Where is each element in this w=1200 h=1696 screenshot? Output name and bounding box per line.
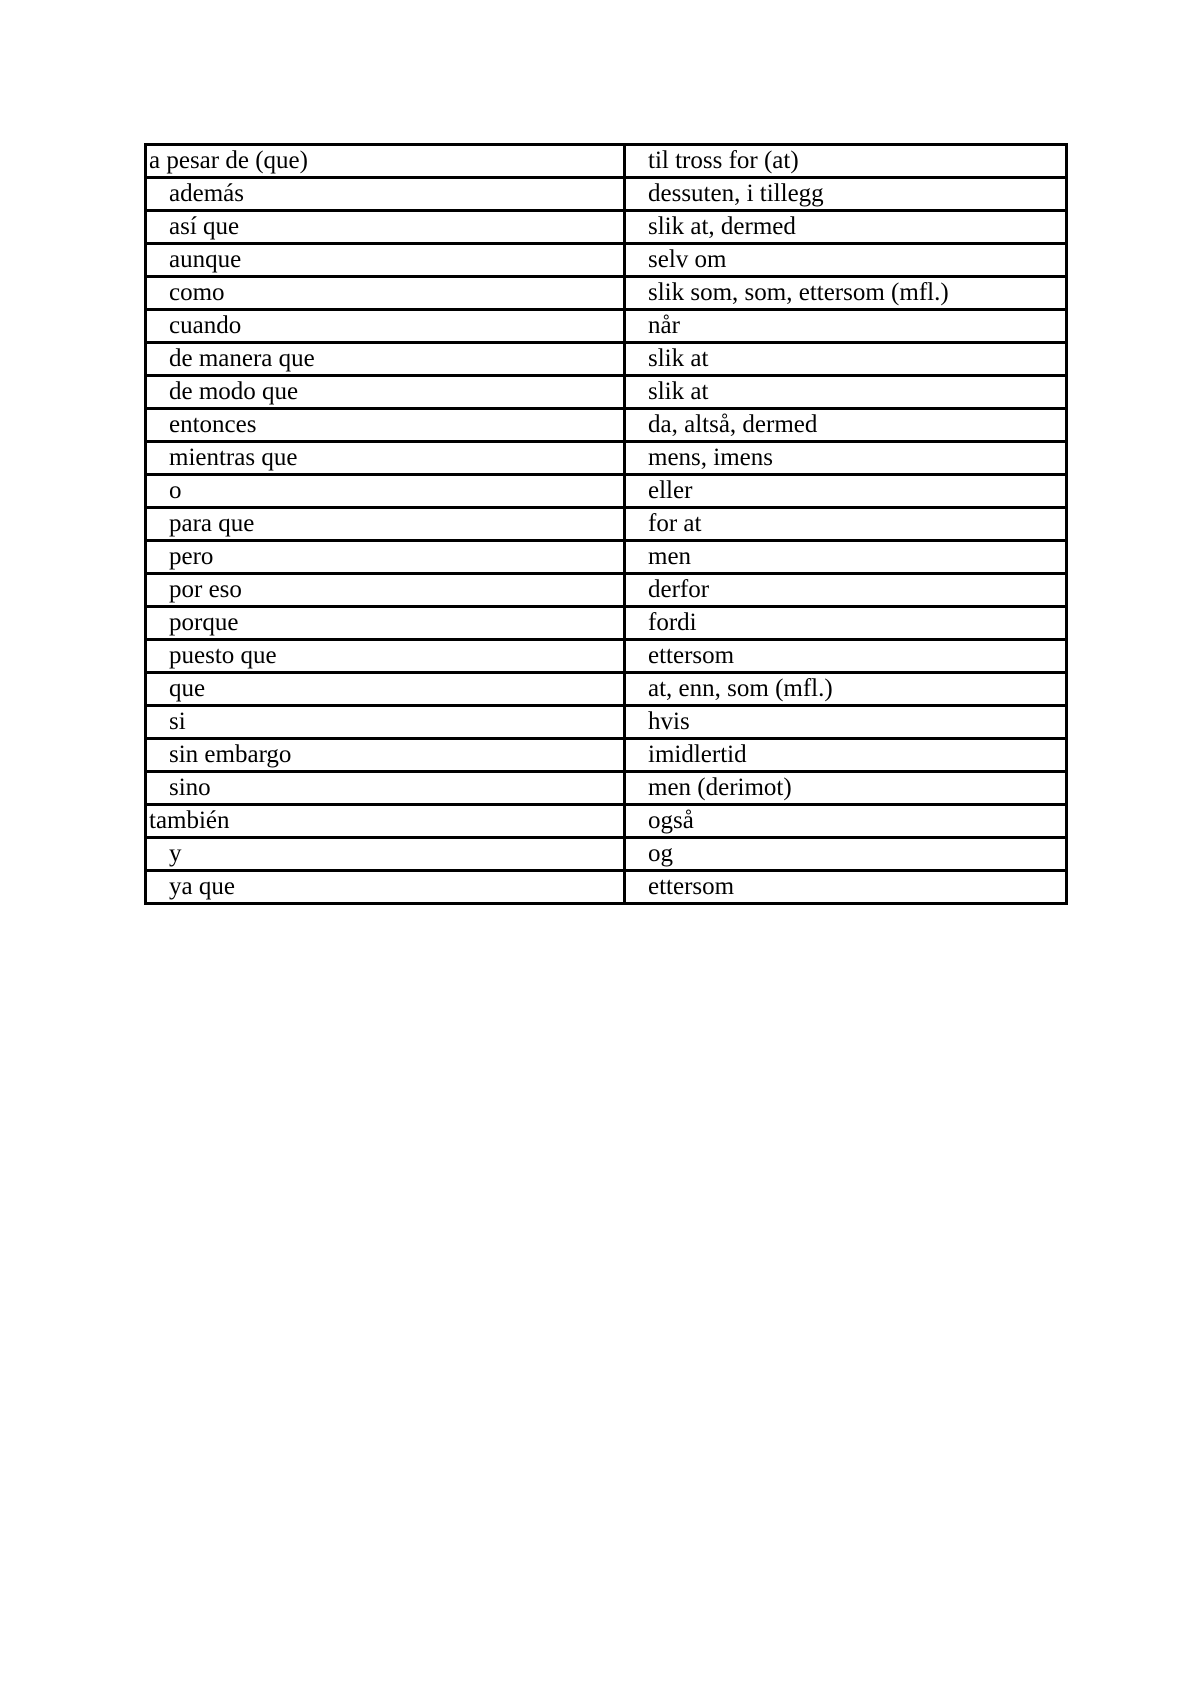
- table-row: [146, 541, 1067, 574]
- spanish-term: pero: [146, 541, 625, 574]
- spanish-term: a pesar de (que): [146, 145, 625, 178]
- table-row: [146, 607, 1067, 640]
- table-row: [146, 376, 1067, 409]
- spanish-term: sino: [146, 772, 625, 805]
- spanish-term: también: [146, 805, 625, 838]
- norwegian-translation: ettersom: [625, 871, 1067, 904]
- spanish-term: de modo que: [146, 376, 625, 409]
- norwegian-translation: dessuten, i tillegg: [625, 178, 1067, 211]
- table-row: [146, 442, 1067, 475]
- table-row: [146, 838, 1067, 871]
- norwegian-translation: men (derimot): [625, 772, 1067, 805]
- norwegian-translation: at, enn, som (mfl.): [625, 673, 1067, 706]
- spanish-term: entonces: [146, 409, 625, 442]
- norwegian-translation: for at: [625, 508, 1067, 541]
- spanish-term: y: [146, 838, 625, 871]
- norwegian-translation: slik at: [625, 343, 1067, 376]
- spanish-term: para que: [146, 508, 625, 541]
- table-row: [146, 244, 1067, 277]
- spanish-term: de manera que: [146, 343, 625, 376]
- norwegian-translation: men: [625, 541, 1067, 574]
- norwegian-translation: også: [625, 805, 1067, 838]
- spanish-term: puesto que: [146, 640, 625, 673]
- spanish-term: si: [146, 706, 625, 739]
- norwegian-translation: derfor: [625, 574, 1067, 607]
- table-row: [146, 640, 1067, 673]
- norwegian-translation: når: [625, 310, 1067, 343]
- table-row: [146, 310, 1067, 343]
- spanish-term: ya que: [146, 871, 625, 904]
- norwegian-translation: fordi: [625, 607, 1067, 640]
- table-row: [146, 706, 1067, 739]
- table-row: [146, 277, 1067, 310]
- spanish-term: aunque: [146, 244, 625, 277]
- table-row: [146, 772, 1067, 805]
- spanish-term: o: [146, 475, 625, 508]
- spanish-term: sin embargo: [146, 739, 625, 772]
- table-row: [146, 805, 1067, 838]
- spanish-term: además: [146, 178, 625, 211]
- spanish-term: porque: [146, 607, 625, 640]
- table-row: [146, 409, 1067, 442]
- norwegian-translation: til tross for (at): [625, 145, 1067, 178]
- table-row: [146, 508, 1067, 541]
- norwegian-translation: slik som, som, ettersom (mfl.): [625, 277, 1067, 310]
- spanish-term: mientras que: [146, 442, 625, 475]
- norwegian-translation: eller: [625, 475, 1067, 508]
- table-row: [146, 871, 1067, 904]
- table-row: [146, 145, 1067, 178]
- spanish-term: por eso: [146, 574, 625, 607]
- norwegian-translation: og: [625, 838, 1067, 871]
- norwegian-translation: slik at: [625, 376, 1067, 409]
- table-row: [146, 739, 1067, 772]
- vocabulary-table: [144, 143, 1068, 905]
- spanish-term: que: [146, 673, 625, 706]
- spanish-term: así que: [146, 211, 625, 244]
- table-row: [146, 178, 1067, 211]
- table-row: [146, 475, 1067, 508]
- table-row: [146, 574, 1067, 607]
- spanish-term: cuando: [146, 310, 625, 343]
- norwegian-translation: imidlertid: [625, 739, 1067, 772]
- table-row: [146, 673, 1067, 706]
- norwegian-translation: ettersom: [625, 640, 1067, 673]
- spanish-term: como: [146, 277, 625, 310]
- norwegian-translation: da, altså, dermed: [625, 409, 1067, 442]
- norwegian-translation: mens, imens: [625, 442, 1067, 475]
- norwegian-translation: selv om: [625, 244, 1067, 277]
- table-row: [146, 343, 1067, 376]
- norwegian-translation: slik at, dermed: [625, 211, 1067, 244]
- table-row: [146, 211, 1067, 244]
- norwegian-translation: hvis: [625, 706, 1067, 739]
